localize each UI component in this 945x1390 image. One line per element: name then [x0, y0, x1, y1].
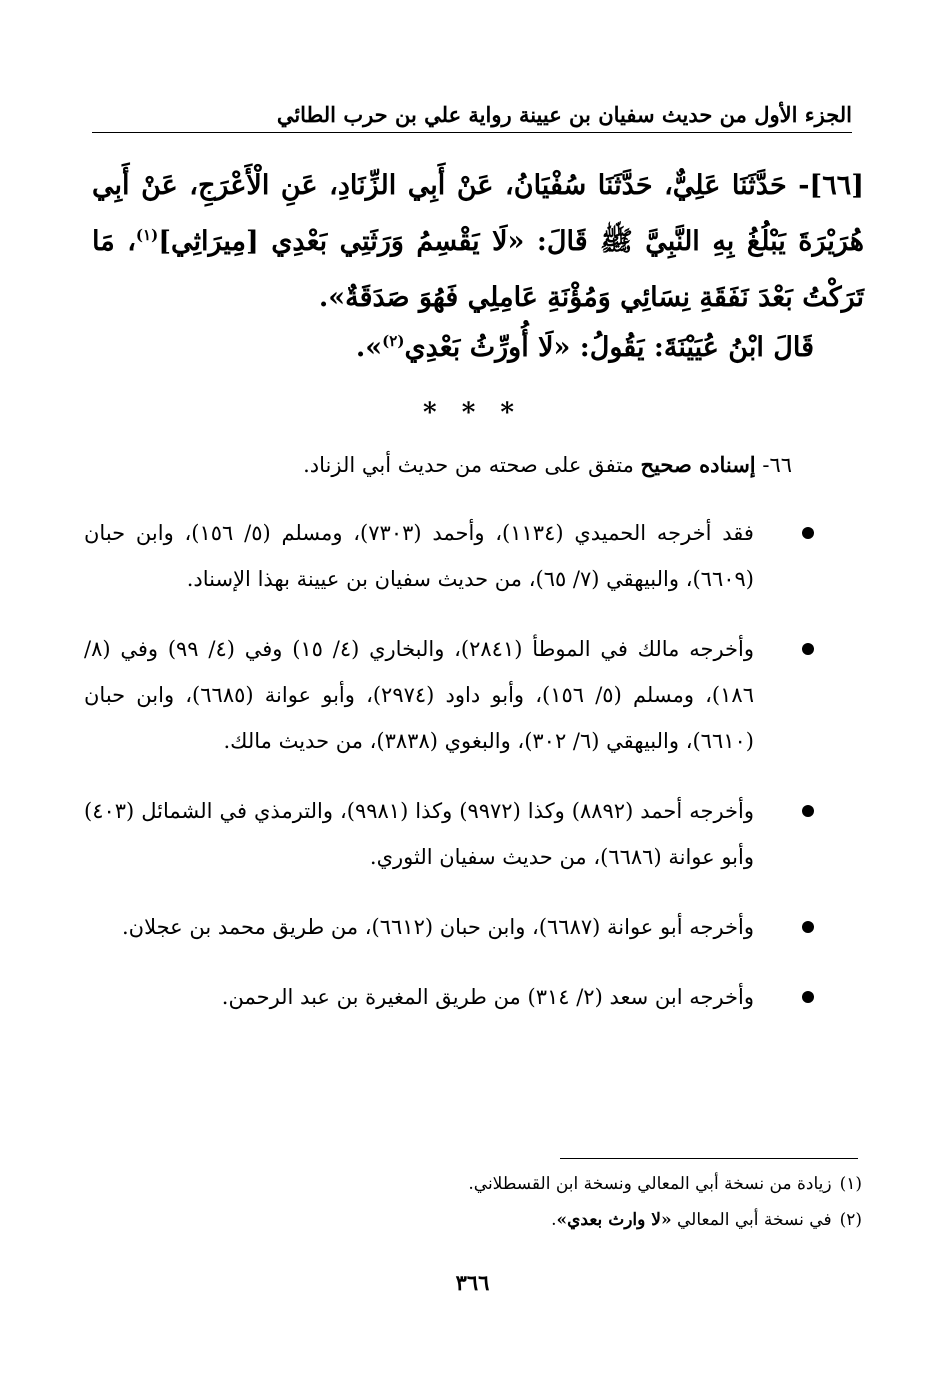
footnote-rule [560, 1158, 858, 1159]
footnote-2 [92, 1202, 862, 1238]
footnote-1 [92, 1166, 862, 1202]
takhrij-item-text: وأخرجه أحمد (٨٨٩٢) وكذا (٩٩٧٢) وكذا (٩٩٨١)، والترمذي في الشمائل (٤٠٣) وأبو عوانة (٦٦٨٦)، من حديث سفيان الثوري. [84, 799, 754, 869]
takhrij-item [84, 788, 814, 880]
footnote-end: . [551, 1210, 557, 1230]
hadith-text [92, 158, 864, 326]
footnotes [92, 1166, 862, 1238]
takhrij-item [84, 510, 814, 602]
footnote-number: (٢) [839, 1210, 862, 1230]
footnote-text: زيادة من نسخة أبي المعالي ونسخة ابن القسطلاني. [468, 1174, 832, 1194]
takhrij-item-text: وأخرجه ابن سعد (٢/ ٣١٤) من طريق المغيرة بن عبد الرحمن. [221, 985, 754, 1009]
footnote-text: في نسخة أبي المعالي [671, 1210, 832, 1230]
bullet-icon [802, 527, 814, 539]
page-number: ٣٦٦ [455, 1270, 490, 1295]
hadith-text-part2: ، مَا تَرَكْتُ بَعْدَ نَفَقَةِ نِسَائِي وَمُؤْنَةِ عَامِلِي فَهُوَ صَدَقَةٌ». [92, 226, 864, 313]
takhrij-summary: متفق على صحته من حديث أبي الزناد. [303, 453, 634, 477]
footnote-number: (١) [839, 1174, 862, 1194]
ibn-uyaynah-comment [92, 320, 814, 376]
bullet-icon [802, 991, 814, 1003]
takhrij-grade: إسناده صحيح [640, 452, 756, 477]
takhrij-heading [92, 446, 792, 484]
section-separator: * * * [423, 398, 522, 428]
hadith-text-part1: [٦٦]- حَدَّثَنَا عَلِيٌّ، حَدَّثَنَا سُفْيَانُ، عَنْ أَبِي الزِّنَادِ، عَنِ الْأَعْرَجِ، عَنْ أَبِي هُرَيْرَةَ يَبْلُغُ بِهِ النَّبِيَّ ﷺ قَالَ: «لَا يَقْسِمُ وَرَثَتِي بَعْدِي [مِيرَاثِي] [92, 170, 864, 257]
takhrij-item [84, 626, 814, 764]
takhrij-item-text: وأخرجه أبو عوانة (٦٦٨٧)، وابن حبان (٦٦١٢)، من طريق محمد بن عجلان. [121, 915, 754, 939]
comment-part2: ». [355, 332, 383, 363]
takhrij-item [84, 904, 814, 950]
footnote-ref-2[interactable]: (٢) [382, 332, 405, 350]
header-rule [92, 132, 852, 133]
bullet-icon [802, 921, 814, 933]
takhrij-item [84, 974, 814, 1020]
takhrij-list [84, 510, 814, 1044]
footnote-ref-1[interactable]: (١) [135, 226, 159, 244]
takhrij-item-text: فقد أخرجه الحميدي (١١٣٤)، وأحمد (٧٣٠٣)، ومسلم (٥/ ١٥٦)، وابن حبان (٦٦٠٩)، والبيهقي (٧/ ٦٥)، من حديث سفيان بن عيينة بهذا الإسناد. [84, 521, 754, 591]
takhrij-number: ٦٦- [762, 453, 792, 477]
running-header: الجزء الأول من حديث سفيان بن عيينة رواية علي بن حرب الطائي [276, 102, 852, 127]
bullet-icon [802, 643, 814, 655]
takhrij-item-text: وأخرجه مالك في الموطأ (٢٨٤١)، والبخاري (٤/ ١٥) وفي (٤/ ٩٩) وفي (٨/ ١٨٦)، ومسلم (٥/ ١٥٦)، وأبو داود (٢٩٧٤)، وأبو عوانة (٦٦٨٥)، وابن حبان (٦٦١٠)، والبيهقي (٦/ ٣٠٢)، والبغوي (٣٨٣٨)، من حديث مالك. [84, 637, 754, 753]
footnote-quote: «لا وارث بعدي» [556, 1210, 672, 1230]
comment-part1: قَالَ ابْنُ عُيَيْنَةَ: يَقُولُ: «لَا أُورِّثُ بَعْدِي [404, 332, 814, 363]
bullet-icon [802, 805, 814, 817]
